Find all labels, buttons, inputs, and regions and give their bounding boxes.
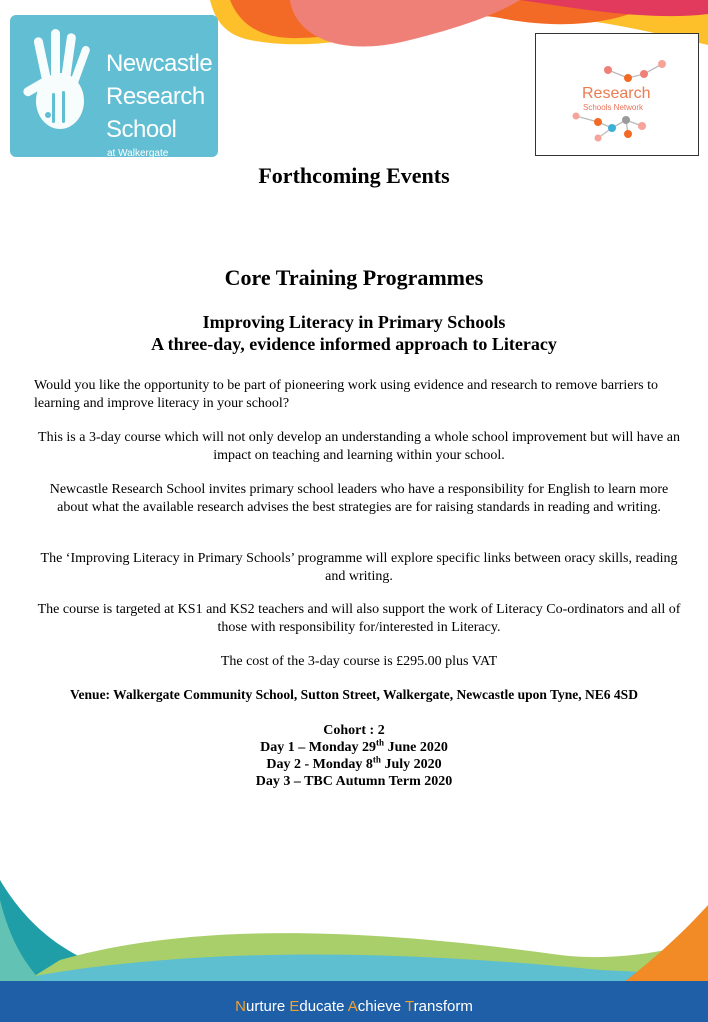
day-2-suffix: July 2020: [380, 757, 442, 772]
day-1-suffix: June 2020: [384, 740, 448, 755]
section-title: Core Training Programmes: [224, 265, 484, 290]
school-logo-line-1: Newcastle: [106, 50, 213, 77]
cohort-label: Cohort : 2: [323, 723, 385, 738]
day-2-prefix: Day 2 - Monday 8: [266, 757, 373, 772]
paragraph-invitation: Newcastle Research School invites primary school leaders who have a responsibility for English to learn more about what the available research advises the best strategies are for raising standards in reading and writing.: [49, 482, 669, 515]
day-2-ordinal: th: [372, 754, 381, 765]
motto-initial-n: N: [235, 998, 246, 1015]
day-1-ordinal: th: [376, 737, 385, 748]
footer-motto: [0, 998, 708, 1015]
research-schools-network-logo: [535, 33, 699, 156]
motto-initial-t: T: [405, 998, 414, 1015]
paragraph-target-audience: The course is targeted at KS1 and KS2 teachers and will also support the work of Literacy Co-ordinators and all of those with responsibility for/interested in Literacy.: [37, 602, 681, 635]
page-heading: Forthcoming Events: [258, 163, 450, 188]
venue-details: Venue: Walkergate Community School, Sutton Street, Walkergate, Newcastle upon Tyne, NE6 4SD: [70, 687, 638, 702]
school-logo-line-2: Research: [106, 83, 205, 110]
day-1-prefix: Day 1 – Monday 29: [260, 740, 377, 755]
motto-word-3: chieve: [357, 998, 406, 1015]
motto-initial-e: E: [289, 998, 300, 1015]
day-3-date: Day 3 – TBC Autumn Term 2020: [255, 774, 453, 789]
course-schedule: [0, 722, 708, 790]
motto-word-2: ducate: [299, 998, 348, 1015]
school-logo-line-4: at Walkergate: [107, 148, 169, 157]
day-1-date: [0, 739, 708, 756]
paragraph-intro: Would you like the opportunity to be part of pioneering work using evidence and research to remove barriers to learning and improve literacy in your school?: [34, 378, 659, 411]
network-logo-line-2: Schools Network: [583, 103, 644, 112]
newcastle-research-school-logo: [10, 15, 218, 157]
school-logo-line-3: School: [106, 116, 177, 143]
network-logo-line-1: Research: [582, 85, 651, 102]
course-subtitle: A three-day, evidence informed approach to Literacy: [151, 334, 557, 354]
motto-word-4: ransform: [413, 998, 473, 1015]
paragraph-course-overview: This is a 3-day course which will not only develop an understanding a whole school improvement but will have an impact on teaching and learning within your school.: [38, 430, 680, 463]
course-title: Improving Literacy in Primary Schools: [202, 312, 506, 332]
motto-word-1: urture: [246, 998, 290, 1015]
day-2-date: [0, 756, 708, 773]
motto-initial-a: A: [347, 998, 358, 1015]
paragraph-cost: The cost of the 3-day course is £295.00 plus VAT: [220, 654, 498, 669]
paragraph-programme: The ‘Improving Literacy in Primary Schools’ programme will explore specific links between oracy skills, reading and writing.: [40, 551, 678, 584]
handprint-icon: [18, 23, 104, 149]
